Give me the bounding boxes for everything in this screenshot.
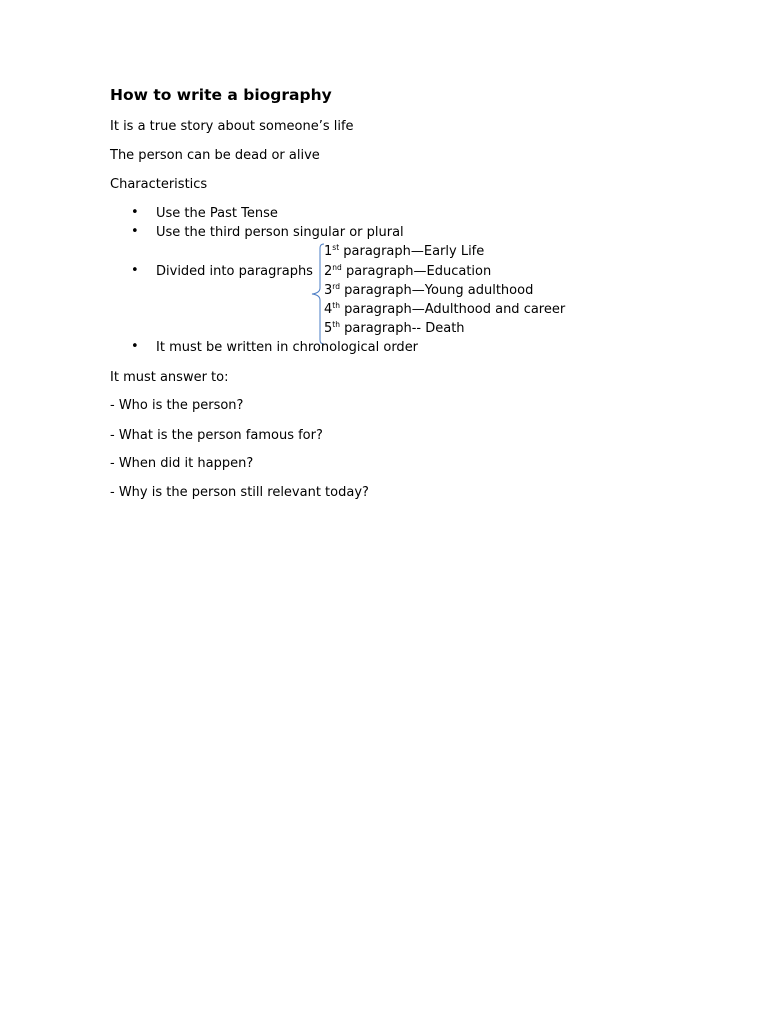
paragraph-item-2 [324, 264, 491, 279]
question-line-1: - Who is the person? [110, 398, 244, 413]
intro-line-2: The person can be dead or alive [110, 148, 320, 163]
bullet-text-chronological: It must be written in chronological order [156, 340, 419, 355]
paragraph-ordinal-suffix: nd [332, 263, 342, 272]
paragraph-number: 3 [324, 283, 333, 298]
bullet-icon: • [131, 339, 139, 354]
paragraph-number: 5 [324, 321, 333, 336]
paragraph-description: paragraph-- Death [344, 321, 465, 336]
brace-path [312, 244, 324, 344]
paragraph-description: paragraph—Adulthood and career [344, 302, 566, 317]
paragraph-item-5 [324, 321, 465, 336]
paragraph-description: paragraph—Early Life [343, 244, 485, 259]
intro-line-1: It is a true story about someone’s life [110, 119, 354, 134]
paragraph-ordinal-suffix: th [332, 301, 340, 310]
paragraph-number: 2 [324, 264, 333, 279]
bullet-text-third-person: Use the third person singular or plural [156, 225, 404, 240]
paragraph-number: 4 [324, 302, 333, 317]
characteristics-heading: Characteristics [110, 177, 208, 192]
page-title: How to write a biography [110, 86, 332, 104]
bullet-text-paragraphs: Divided into paragraphs [156, 264, 313, 279]
paragraph-ordinal-suffix: st [332, 243, 340, 252]
paragraph-description: paragraph—Education [345, 264, 492, 279]
question-line-3: - When did it happen? [110, 456, 254, 471]
paragraph-item-1 [324, 244, 484, 259]
question-line-2: - What is the person famous for? [110, 428, 323, 443]
paragraph-ordinal-suffix: th [332, 320, 340, 329]
paragraph-item-3 [324, 283, 533, 298]
answer-heading: It must answer to: [110, 370, 229, 385]
paragraph-ordinal-suffix: rd [332, 282, 340, 291]
bullet-icon: • [131, 263, 139, 278]
bullet-text-past-tense: Use the Past Tense [156, 206, 278, 221]
bullet-icon: • [131, 205, 139, 220]
paragraph-number: 1 [324, 244, 333, 259]
paragraph-description: paragraph—Young adulthood [344, 283, 534, 298]
bullet-icon: • [131, 224, 139, 239]
question-line-4: - Why is the person still relevant today? [110, 485, 369, 500]
paragraph-item-4 [324, 302, 565, 317]
